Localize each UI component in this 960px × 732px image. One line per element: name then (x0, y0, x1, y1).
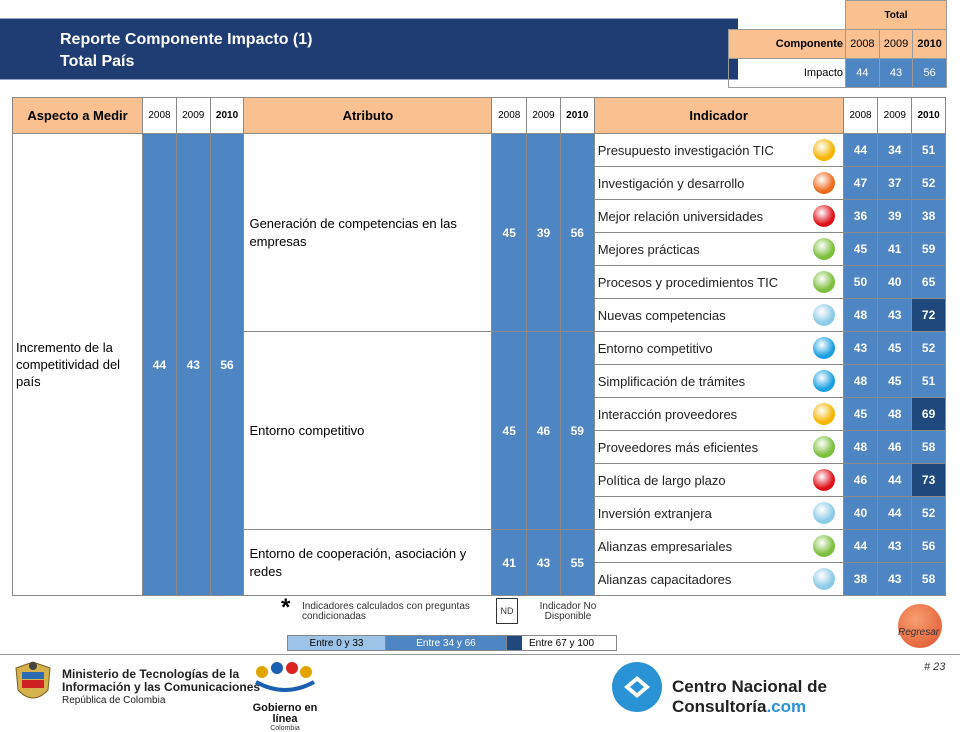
conditional-legend-text: Indicadores calculados con preguntas condicionadas (302, 601, 470, 622)
atributo-value: 45 (492, 134, 527, 332)
cnc-main: Centro Nacional de Consultoría (672, 677, 827, 716)
indicador-year-2009: 2009 (878, 98, 912, 134)
regresar-button[interactable] (898, 604, 942, 648)
cnc-suffix: .com (766, 697, 807, 716)
atributo-value: 55 (560, 530, 594, 596)
indicator-label: Alianzas capacitadores (597, 571, 732, 587)
status-dot-icon (813, 502, 835, 524)
indicator-value: 51 (912, 365, 946, 398)
total-summary-table (728, 0, 947, 88)
ministry-line3: República de Colombia (62, 695, 166, 706)
atributo-year-2010: 2010 (560, 98, 594, 134)
impact-report-table (12, 97, 946, 596)
indicator-label: Entorno competitivo (597, 340, 713, 356)
status-dot-icon (813, 139, 835, 161)
indicator-value: 36 (843, 200, 878, 233)
indicator-value: 73 (912, 464, 946, 497)
indicator-value: 44 (843, 530, 878, 563)
indicator-value: 38 (912, 200, 946, 233)
status-dot-icon (813, 370, 835, 392)
indicator-value: 44 (878, 464, 912, 497)
report-title: Reporte Componente Impacto (1) (60, 31, 313, 48)
atributo-value: 45 (492, 332, 527, 530)
indicator-value: 65 (912, 266, 946, 299)
nd-box: ND (496, 598, 518, 624)
indicator-row (594, 530, 843, 563)
status-dot-icon (813, 271, 835, 293)
status-dot-icon (813, 304, 835, 326)
indicator-value: 50 (843, 266, 878, 299)
status-dot-icon (813, 436, 835, 458)
indicador-year-2008: 2008 (843, 98, 878, 134)
cnc-logo-text (672, 677, 960, 717)
status-dot-icon (813, 238, 835, 260)
indicator-value: 48 (843, 431, 878, 464)
ministry-line2: Información y las Comunicaciones (62, 680, 261, 694)
report-subtitle: Total País (60, 53, 135, 70)
col-indicador-header: Indicador (594, 98, 843, 134)
indicator-value: 41 (878, 233, 912, 266)
indicator-row (594, 299, 843, 332)
indicator-value: 59 (912, 233, 946, 266)
status-dot-icon (813, 205, 835, 227)
gobierno-en-linea-logo (250, 658, 320, 732)
indicator-row (594, 134, 843, 167)
indicator-row (594, 233, 843, 266)
total-value-2010: 56 (913, 59, 947, 88)
indicator-value: 52 (912, 332, 946, 365)
atributo-value: 59 (560, 332, 594, 530)
indicator-value: 43 (878, 563, 912, 596)
total-year-2008: 2008 (846, 30, 880, 59)
indicator-value: 69 (912, 398, 946, 431)
indicator-value: 45 (843, 398, 878, 431)
atributo-value: 43 (527, 530, 561, 596)
indicator-value: 45 (878, 365, 912, 398)
indicator-value: 43 (878, 299, 912, 332)
indicator-label: Interacción proveedores (597, 406, 738, 422)
status-dot-icon (813, 172, 835, 194)
indicator-value: 46 (878, 431, 912, 464)
total-value-2008: 44 (846, 59, 880, 88)
indicator-value: 44 (843, 134, 878, 167)
atributo-value: 41 (492, 530, 527, 596)
indicator-row (594, 167, 843, 200)
gobierno-line1: Gobierno en línea (252, 702, 318, 725)
colombia-coat-of-arms-icon (12, 660, 54, 712)
indicator-row (594, 398, 843, 431)
report-header (0, 18, 738, 80)
indicator-value: 45 (843, 233, 878, 266)
atributo-label: Entorno de cooperación, asociación y redes (244, 530, 492, 596)
range-low: Entre 0 y 33 (287, 635, 386, 651)
indicator-value: 43 (878, 530, 912, 563)
indicator-value: 58 (912, 563, 946, 596)
indicator-label: Investigación y desarrollo (597, 175, 745, 191)
atributo-year-2008: 2008 (492, 98, 527, 134)
indicator-value: 48 (843, 299, 878, 332)
range-legend (287, 635, 617, 651)
aspecto-value-2010: 56 (210, 134, 244, 596)
page-number: # 23 (924, 661, 946, 673)
indicator-value: 58 (912, 431, 946, 464)
ministry-line1: Ministerio de Tecnologías de la (62, 667, 240, 681)
indicator-row (594, 365, 843, 398)
indicator-value: 48 (878, 398, 912, 431)
total-year-2009: 2009 (879, 30, 913, 59)
indicator-row (594, 563, 843, 596)
total-label: Total (846, 1, 947, 30)
indicator-label: Mejores prácticas (597, 241, 700, 257)
status-dot-icon (813, 337, 835, 359)
asterisk-mark: * (281, 594, 291, 621)
indicator-label: Procesos y procedimientos TIC (597, 274, 779, 290)
atributo-label: Generación de competencias en las empresas (244, 134, 492, 332)
aspecto-year-2009: 2009 (176, 98, 210, 134)
indicator-row (594, 431, 843, 464)
col-aspecto-header: Aspecto a Medir (13, 98, 143, 134)
indicador-year-2010: 2010 (912, 98, 946, 134)
indicator-label: Alianzas empresariales (597, 538, 733, 554)
indicator-value: 45 (878, 332, 912, 365)
indicator-value: 46 (843, 464, 878, 497)
status-dot-icon (813, 535, 835, 557)
col-atributo-header: Atributo (244, 98, 492, 134)
indicator-value: 37 (878, 167, 912, 200)
total-value-2009: 43 (879, 59, 913, 88)
indicator-label: Nuevas competencias (597, 307, 726, 323)
indicator-value: 34 (878, 134, 912, 167)
indicator-value: 43 (843, 332, 878, 365)
aspecto-label: Incremento de la competitividad del país (13, 134, 143, 596)
indicator-row (594, 497, 843, 530)
aspecto-value-2009: 43 (176, 134, 210, 596)
cnc-logo-icon (612, 662, 662, 712)
atributo-value: 46 (527, 332, 561, 530)
status-dot-icon (813, 469, 835, 491)
aspecto-year-2010: 2010 (210, 98, 244, 134)
indicator-label: Inversión extranjera (597, 505, 712, 521)
componente-label: Componente (729, 30, 846, 59)
indicator-value: 48 (843, 365, 878, 398)
indicator-value: 72 (912, 299, 946, 332)
indicator-row (594, 464, 843, 497)
ministry-logo-text (62, 668, 260, 707)
regresar-label[interactable]: Regresar (898, 627, 940, 638)
indicator-label: Proveedores más eficientes (597, 439, 759, 455)
footer-divider (0, 654, 960, 655)
indicator-value: 39 (878, 200, 912, 233)
indicator-label: Simplificación de trámites (597, 373, 746, 389)
gobierno-line2: Colombia (270, 725, 300, 732)
aspecto-value-2008: 44 (143, 134, 177, 596)
total-year-2010: 2010 (913, 30, 947, 59)
status-dot-icon (813, 568, 835, 590)
indicator-value: 38 (843, 563, 878, 596)
impacto-label: Impacto (729, 59, 846, 88)
atributo-label: Entorno competitivo (244, 332, 492, 530)
aspecto-year-2008: 2008 (143, 98, 177, 134)
indicator-row (594, 332, 843, 365)
indicator-value: 51 (912, 134, 946, 167)
atributo-value: 56 (560, 134, 594, 332)
indicator-label: Política de largo plazo (597, 472, 726, 488)
atributo-year-2009: 2009 (527, 98, 561, 134)
indicator-value: 44 (878, 497, 912, 530)
range-high: Entre 67 y 100 (507, 635, 617, 651)
range-mid: Entre 34 y 66 (386, 635, 507, 651)
indicator-row (594, 200, 843, 233)
indicator-value: 52 (912, 497, 946, 530)
indicator-row (594, 266, 843, 299)
atributo-value: 39 (527, 134, 561, 332)
indicator-value: 40 (878, 266, 912, 299)
indicator-value: 47 (843, 167, 878, 200)
indicator-label: Mejor relación universidades (597, 208, 764, 224)
indicator-value: 56 (912, 530, 946, 563)
indicator-value: 52 (912, 167, 946, 200)
indicator-value: 40 (843, 497, 878, 530)
status-dot-icon (813, 403, 835, 425)
indicator-label: Presupuesto investigación TIC (597, 142, 774, 158)
nd-legend-text: Indicador No Disponible (539, 601, 597, 622)
